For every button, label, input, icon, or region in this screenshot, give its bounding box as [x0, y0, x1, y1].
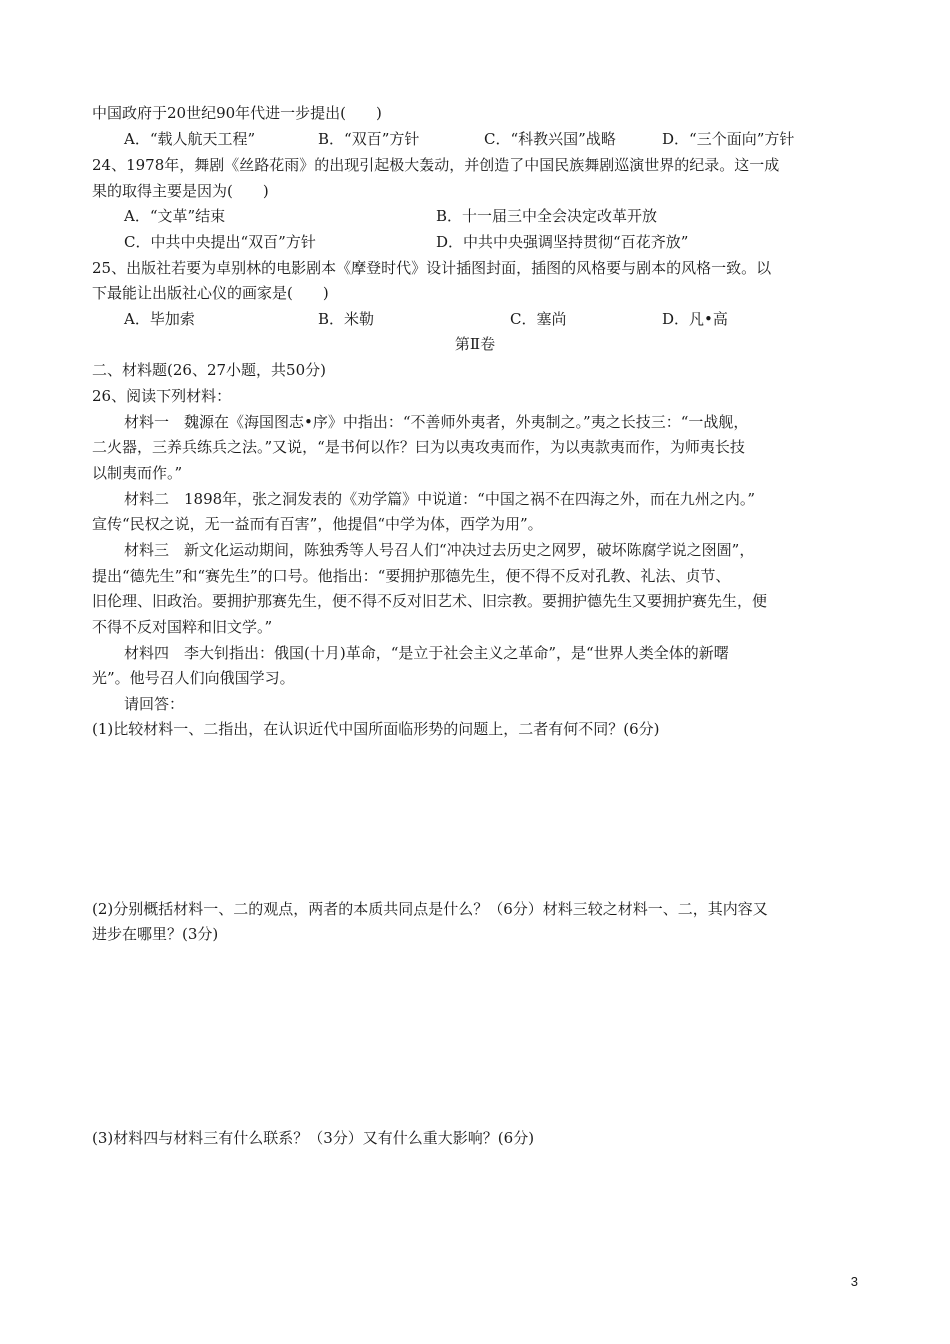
material-3-line2: 提出“德先生”和“赛先生”的口号。他指出：“要拥护那德先生，便不得不反对孔教、礼法、贞节、 — [92, 567, 731, 585]
q26-intro: 26、阅读下列材料： — [92, 387, 232, 405]
material-3-line3: 旧伦理、旧政治。要拥护那赛先生，便不得不反对旧艺术、旧宗教。要拥护德先生又要拥护赛先生，便 — [92, 592, 768, 610]
answer-prompt: 请回答： — [124, 695, 185, 713]
q25-option-b: B．米勒 — [318, 310, 375, 328]
material-1-line3: 以制夷而作。” — [92, 464, 183, 482]
q25-option-d: D．凡•高 — [662, 310, 728, 328]
q23-option-a: A．“载人航天工程” — [124, 130, 256, 148]
material-2-line2: 宣传“民权之说，无一益而有百害”，他提倡“中学为体，西学为用”。 — [92, 515, 543, 533]
sub-question-1: (1)比较材料一、二指出，在认识近代中国所面临形势的问题上，二者有何不同？(6分) — [92, 720, 660, 738]
q24-option-c: C．中共中央提出“双百”方针 — [124, 233, 316, 251]
material-1-line2: 二火器，三养兵练兵之法。”又说，“是书何以作？曰为以夷攻夷而作，为以夷款夷而作，为师夷长技 — [92, 438, 745, 456]
material-4-line1: 材料四 李大钊指出：俄国(十月)革命，“是立于社会主义之革命”，是“世界人类全体的新曙 — [124, 644, 729, 662]
material-4-line2: 光”。他号召人们向俄国学习。 — [92, 669, 295, 687]
q25-stem-line1: 25、出版社若要为卓别林的电影剧本《摩登时代》设计插图封面，插图的风格要与剧本的风格一致。以 — [92, 259, 772, 277]
q23-option-c: C．“科教兴国”战略 — [484, 130, 616, 148]
q25-option-a: A．毕加索 — [124, 310, 195, 328]
q24-stem-line2: 果的取得主要是因为( ) — [92, 182, 269, 200]
material-2-line1: 材料二 1898年，张之洞发表的《劝学篇》中说道：“中国之祸不在四海之外，而在九州之内。” — [124, 490, 756, 508]
sub-question-2-line2: 进步在哪里？(3分) — [92, 925, 219, 943]
section-title: 第Ⅱ卷 — [454, 335, 496, 353]
q24-option-b: B．十一届三中全会决定改革开放 — [436, 207, 658, 225]
page-number: 3 — [850, 1274, 858, 1289]
sub-question-2-line1: (2)分别概括材料一、二的观点，两者的本质共同点是什么？（6分）材料三较之材料一、二，其内容又 — [92, 900, 768, 918]
q24-stem-line1: 24、1978年，舞剧《丝路花雨》的出现引起极大轰动，并创造了中国民族舞剧巡演世界的纪录。这一成 — [92, 156, 780, 174]
q24-option-d: D．中共中央强调坚持贯彻“百花齐放” — [436, 233, 689, 251]
material-3-line1: 材料三 新文化运动期间，陈独秀等人号召人们“冲决过去历史之网罗，破坏陈腐学说之囹圄”， — [124, 541, 755, 559]
section-heading: 二、材料题(26、27小题，共50分) — [92, 361, 326, 379]
material-1-line1: 材料一 魏源在《海国图志•序》中指出：“不善师外夷者，外夷制之。”夷之长技三：“一战舰， — [124, 413, 749, 431]
material-3-line4: 不得不反对国粹和旧文学。” — [92, 618, 273, 636]
sub-question-3: (3)材料四与材料三有什么联系？（3分）又有什么重大影响？(6分) — [92, 1129, 535, 1147]
q23-option-b: B．“双百”方针 — [318, 130, 420, 148]
q24-option-a: A．“文革”结束 — [124, 207, 226, 225]
q25-stem-line2: 下最能让出版社心仪的画家是( ) — [92, 284, 329, 302]
q23-stem: 中国政府于20世纪90年代进一步提出( ) — [92, 104, 382, 122]
q25-option-c: C．塞尚 — [510, 310, 567, 328]
q23-option-d: D．“三个面向”方针 — [662, 130, 795, 148]
